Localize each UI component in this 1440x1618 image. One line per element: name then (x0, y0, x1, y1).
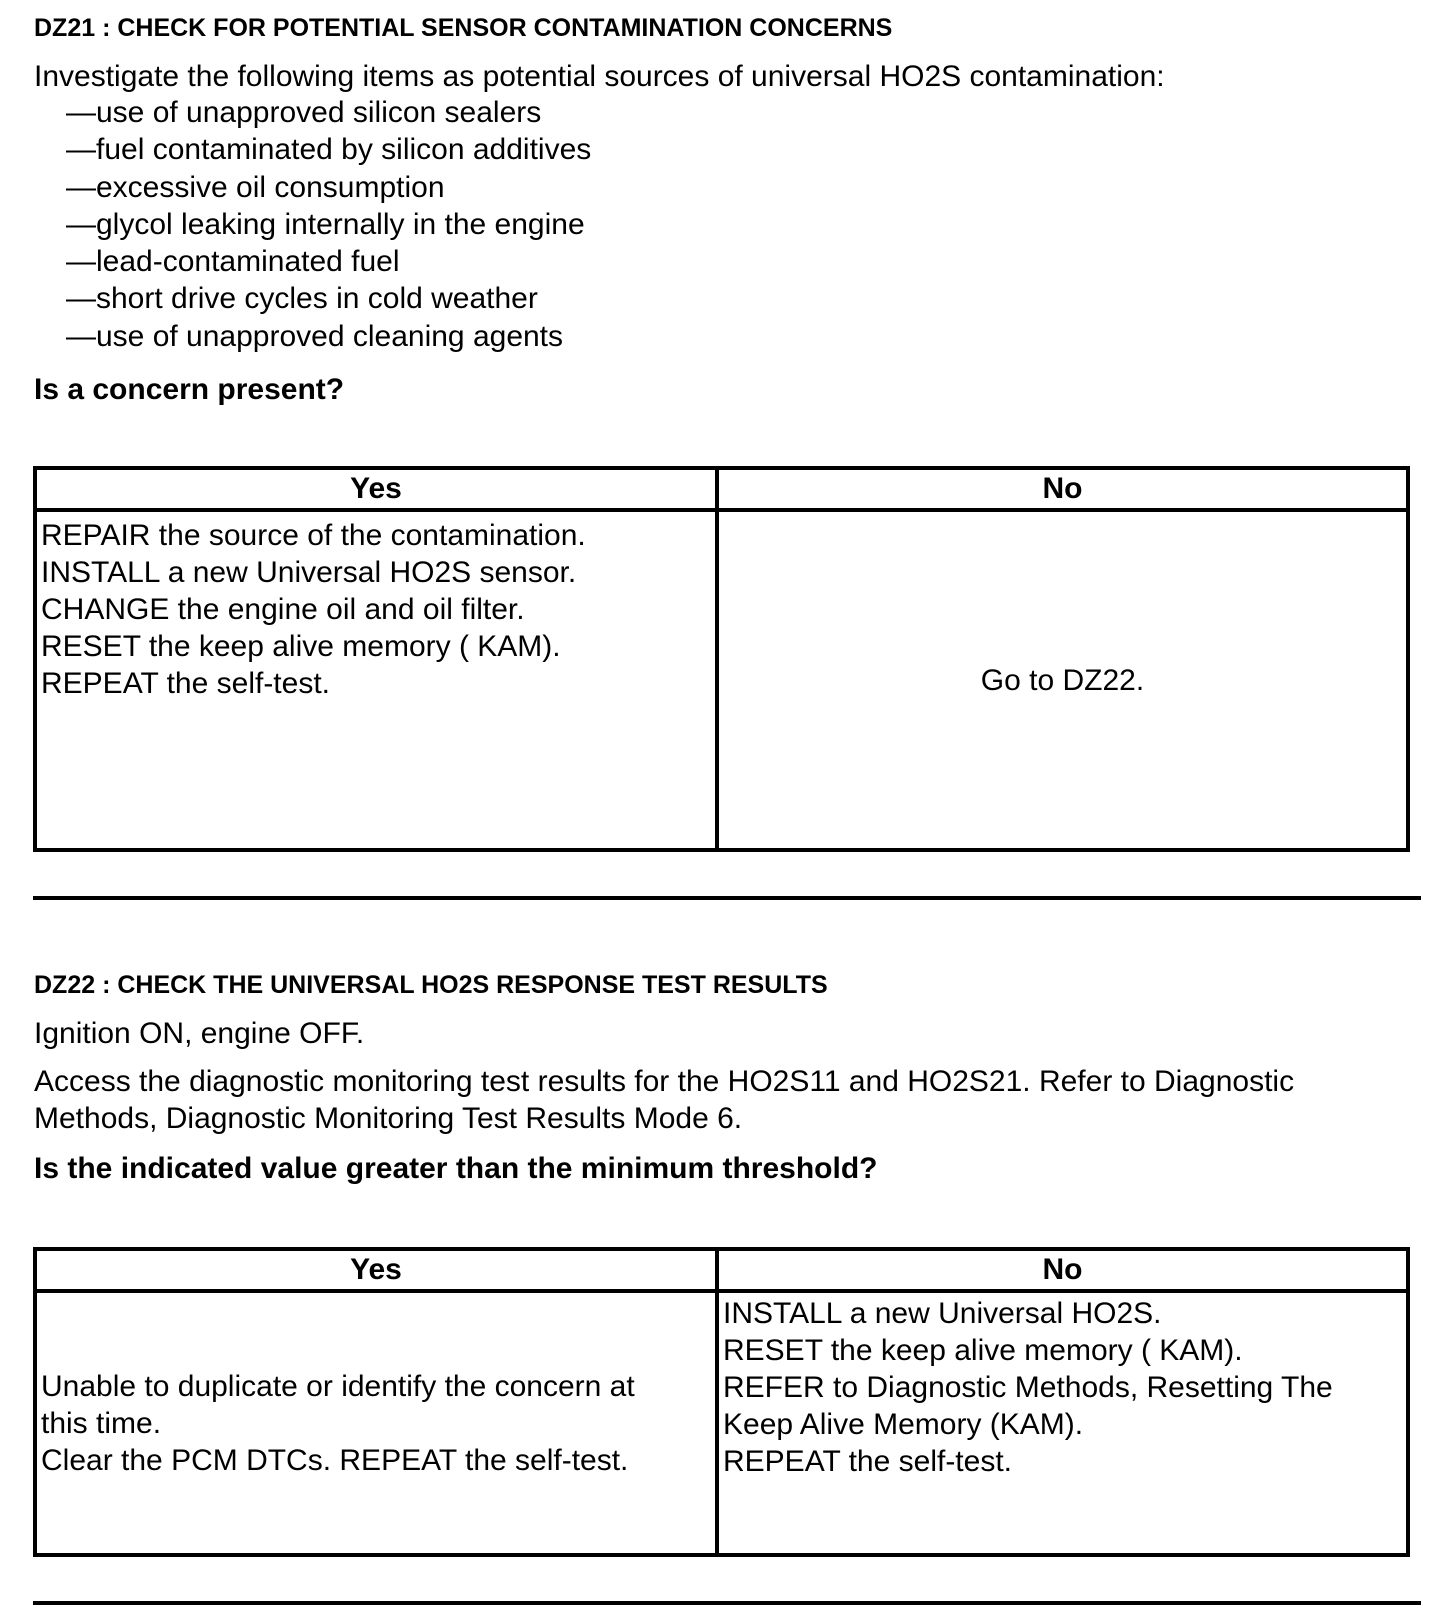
list-item: — excessive oil consumption (66, 169, 591, 206)
no-header: No (717, 1249, 1408, 1291)
instruction-line: Methods, Diagnostic Monitoring Test Results Mode 6. (34, 1102, 743, 1135)
no-action-line: INSTALL a new Universal HO2S. (723, 1297, 1162, 1330)
step-dz22-instructions (34, 1063, 1294, 1137)
list-item: — use of unapproved cleaning agents (66, 318, 591, 355)
yes-action-line: Clear the PCM DTCs. REPEAT the self-test. (41, 1443, 629, 1477)
no-action-line: Keep Alive Memory (KAM). (723, 1408, 1084, 1441)
dz22-yes-cell (35, 1291, 717, 1555)
list-item: — glycol leaking internally in the engine (66, 206, 591, 243)
dz21-no-cell (717, 510, 1408, 850)
list-item: — lead-contaminated fuel (66, 243, 591, 280)
dz22-yes-no-table (33, 1247, 1410, 1557)
yes-action-line: REPAIR the source of the contamination. (41, 519, 586, 552)
step-dz22-ignition: Ignition ON, engine OFF. (34, 1017, 365, 1050)
no-action-line: REPEAT the self-test. (723, 1445, 1012, 1478)
list-item: — fuel contaminated by silicon additives (66, 131, 591, 168)
list-item: — short drive cycles in cold weather (66, 280, 591, 317)
yes-action-line: Unable to duplicate or identify the concern at (41, 1369, 635, 1403)
yes-action-line: RESET the keep alive memory ( KAM). (41, 630, 561, 663)
step-dz22-question: Is the indicated value greater than the minimum threshold? (34, 1152, 878, 1185)
step-dz21-title: DZ21 : CHECK FOR POTENTIAL SENSOR CONTAMINATION CONCERNS (34, 14, 893, 42)
contamination-source-list (66, 94, 591, 355)
section-divider (33, 1601, 1421, 1605)
yes-header: Yes (35, 1249, 717, 1291)
yes-action-line: INSTALL a new Universal HO2S sensor. (41, 556, 577, 589)
yes-action-line: CHANGE the engine oil and oil filter. (41, 593, 525, 626)
yes-header: Yes (35, 468, 717, 510)
dz21-yes-no-table (33, 466, 1410, 852)
yes-action-line: REPEAT the self-test. (41, 667, 330, 700)
list-item: — use of unapproved silicon sealers (66, 94, 591, 131)
step-dz21-intro: Investigate the following items as potential sources of universal HO2S contamination: (34, 60, 1165, 93)
step-dz21-question: Is a concern present? (34, 373, 345, 406)
dz21-yes-cell (35, 510, 717, 850)
go-to-dz22-text: Go to DZ22. (980, 663, 1145, 697)
no-action-line: RESET the keep alive memory ( KAM). (723, 1334, 1243, 1367)
instruction-line: Access the diagnostic monitoring test results for the HO2S11 and HO2S21. Refer to Diagnostic (34, 1065, 1295, 1098)
no-action-line: REFER to Diagnostic Methods, Resetting The (723, 1371, 1333, 1404)
step-dz22-title: DZ22 : CHECK THE UNIVERSAL HO2S RESPONSE TEST RESULTS (34, 971, 828, 999)
dz22-no-cell (717, 1291, 1408, 1555)
yes-action-line: this time. (41, 1406, 162, 1440)
section-divider (33, 896, 1421, 900)
no-header: No (717, 468, 1408, 510)
